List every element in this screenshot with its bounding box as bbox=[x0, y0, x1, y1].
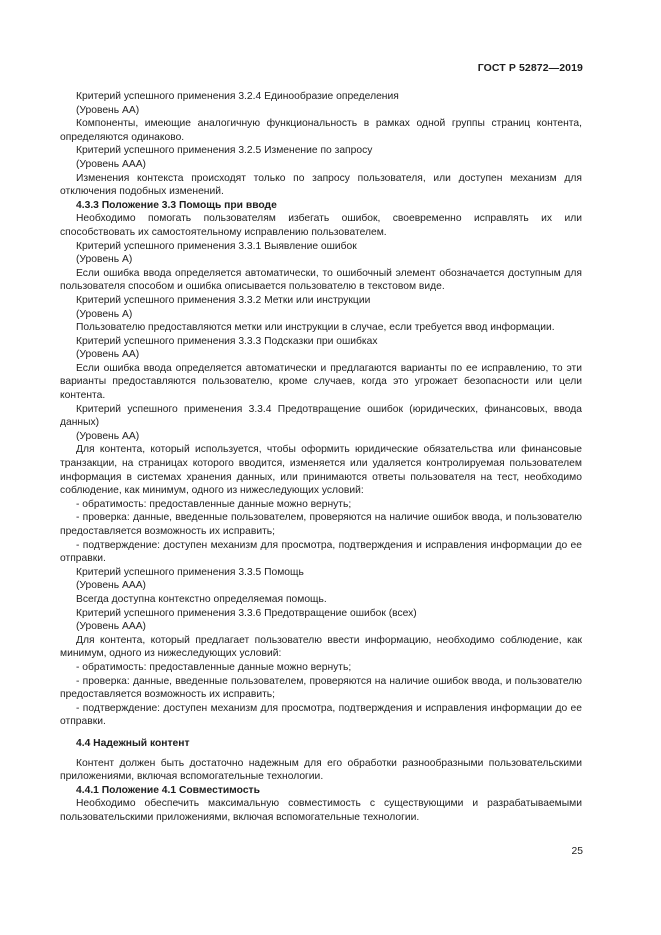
level-label: (Уровень ААА) bbox=[76, 158, 146, 170]
paragraph: Пользователю предоставляются метки или инструкции в случае, если требуется ввод информации. bbox=[76, 322, 555, 334]
document-body bbox=[60, 90, 582, 824]
paragraph: Необходимо обеспечить максимальную совместимость с существующими и разрабатываемыми пользовательскими приложениями, включая вспомогательные технологии. bbox=[60, 798, 582, 823]
level-label: (Уровень АА) bbox=[76, 349, 140, 361]
section-heading: 4.3.3 Положение 3.3 Помощь при вводе bbox=[76, 199, 277, 211]
criterion-title: Критерий успешного применения 3.2.5 Изменение по запросу bbox=[76, 145, 373, 157]
level-label: (Уровень АА) bbox=[76, 104, 140, 116]
level-label: (Уровень ААА) bbox=[76, 580, 146, 592]
criterion-title: Критерий успешного применения 3.3.5 Помощь bbox=[76, 566, 304, 578]
criterion-title: Критерий успешного применения 3.3.6 Предотвращение ошибок (всех) bbox=[76, 607, 417, 619]
level-label: (Уровень АА) bbox=[76, 430, 140, 442]
paragraph: Изменения контекста происходят только по запросу пользователя, или доступен механизм для отключения подобных изменений. bbox=[60, 172, 582, 198]
list-item: - обратимость: предоставленные данные можно вернуть; bbox=[76, 661, 352, 673]
paragraph: Компоненты, имеющие аналогичную функциональность в рамках одной группы страниц контента, определяются одинаково. bbox=[60, 118, 582, 143]
level-label: (Уровень А) bbox=[76, 308, 133, 320]
paragraph: Если ошибка ввода определяется автоматически и предлагаются варианты по ее исправлению, то эти варианты предоставляются пользователю, кроме случаев, когда это угрожает безопасности или цели контента. bbox=[60, 362, 582, 402]
level-label: (Уровень А) bbox=[76, 254, 133, 266]
criterion-title: Критерий успешного применения 3.3.3 Подсказки при ошибках bbox=[76, 335, 378, 347]
criterion-title: Критерий успешного применения 3.3.4 Предотвращение ошибок (юридических, финансовых, ввода данных) bbox=[60, 403, 582, 429]
paragraph: Всегда доступна контекстно определяемая помощь. bbox=[76, 593, 327, 605]
paragraph: Для контента, который используется, чтобы оформить юридические обязательства или финансовые транзакции, на страницах которого вводится, изменяется или удаляется контролируемая пользователем информация в системах хранения данных, или принимаются ответы пользователя на тест, необходимо соблюдение, как минимум, одного из нижеследующих условий: bbox=[60, 444, 582, 497]
list-item: - проверка: данные, введенные пользователем, проверяются на наличие ошибок ввода, и пользователю предоставляется возможность их исправить; bbox=[60, 675, 582, 701]
list-item: - обратимость: предоставленные данные можно вернуть; bbox=[76, 498, 352, 510]
list-item: - подтверждение: доступен механизм для просмотра, подтверждения и исправления информации до ее отправки. bbox=[60, 539, 582, 565]
level-label: (Уровень ААА) bbox=[76, 621, 146, 633]
paragraph: Контент должен быть достаточно надежным для его обработки разнообразными пользовательскими приложениями, включая вспомогательные технологии. bbox=[60, 757, 582, 783]
document-header: ГОСТ Р 52872—2019 bbox=[477, 62, 583, 74]
criterion-title: Критерий успешного применения 3.2.4 Единообразие определения bbox=[76, 91, 399, 102]
page-number: 25 bbox=[571, 846, 583, 857]
list-item: - подтверждение: доступен механизм для просмотра, подтверждения и исправления информации до ее отправки. bbox=[60, 702, 582, 728]
paragraph: Необходимо помогать пользователям избегать ошибок, своевременно исправлять их или способствовать их самостоятельному исправлению пользователем. bbox=[60, 213, 582, 238]
criterion-title: Критерий успешного применения 3.3.1 Выявление ошибок bbox=[76, 240, 357, 252]
section-heading: 4.4.1 Положение 4.1 Совместимость bbox=[76, 784, 260, 796]
section-heading: 4.4 Надежный контент bbox=[76, 737, 190, 749]
paragraph: Если ошибка ввода определяется автоматически, то ошибочный элемент обозначается доступным для пользователя способом и ошибка описывается пользователю в текстовом виде. bbox=[60, 267, 582, 293]
criterion-title: Критерий успешного применения 3.3.2 Метки или инструкции bbox=[76, 294, 371, 306]
paragraph: Для контента, который предлагает пользователю ввести информацию, необходимо соблюдение, как минимум, одного из нижеследующих условий: bbox=[60, 634, 582, 660]
list-item: - проверка: данные, введенные пользователем, проверяются на наличие ошибок ввода, и пользователю предоставляется возможность их исправить; bbox=[60, 512, 582, 537]
